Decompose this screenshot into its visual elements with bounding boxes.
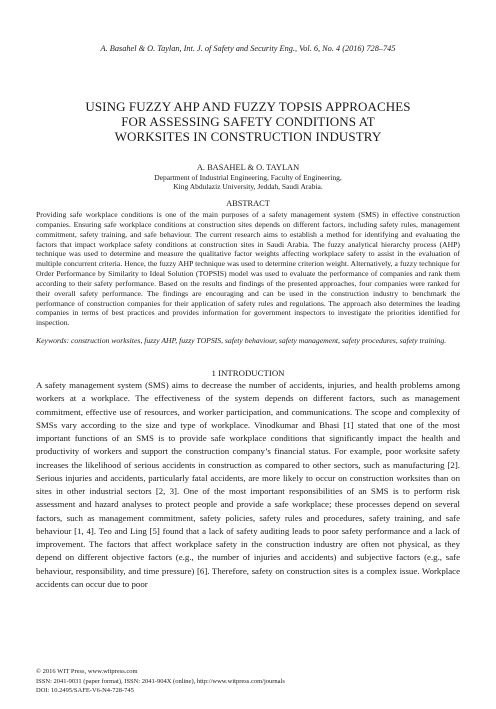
affiliation-line-2: King Abdulaziz University, Jeddah, Saudi Arabia. bbox=[173, 182, 323, 191]
affiliation-line-1: Department of Industrial Engineering, Faculty of Engineering, bbox=[154, 173, 342, 182]
title-line-2: FOR ASSESSING SAFETY CONDITIONS AT bbox=[121, 114, 375, 129]
issn-line: ISSN: 2041-9031 (paper format), ISSN: 2041-904X (online), http://www.witpress.com/journals bbox=[36, 677, 285, 685]
doi-line: DOI: 10.2495/SAFE-V6-N4-728-745 bbox=[36, 687, 134, 695]
copyright-line: © 2016 WIT Press, www.witpress.com bbox=[36, 668, 138, 675]
section-heading-introduction: 1 INTRODUCTION bbox=[211, 368, 285, 378]
title-line-1: USING FUZZY AHP AND FUZZY TOPSIS APPROACHES bbox=[85, 99, 411, 114]
running-header: A. Basahel & O. Taylan, Int. J. of Safety and Security Eng., Vol. 6, No. 4 (2016) 728–745 bbox=[100, 44, 396, 53]
abstract-body: Providing safe workplace conditions is one of the main purposes of a safety management system (SMS) in effective construction companies. Ensuring safe workplace conditions at construction sites depends on different factors, including safety rules, management commitment, safety training, and safe behaviour. The current research aims to establish a method for identifying and evaluating the factors that impact workplace safety conditions at construction sites in Saudi Arabia. The fuzzy analytical hierarchy process (AHP) technique was used to determine and measure the qualitative factor weights affecting workplace safety to assist in the evaluation of multiple concurrent criteria. Hence, the fuzzy AHP technique was used to determine criterion weight. Alternatively, a fuzzy technique for Order Performance by Similarity to Ideal Solution (TOPSIS) model was used to evaluate the performance of companies and rank them according to their safety performance. Based on the results and findings of the presented approaches, four companies were ranked for their overall safety performance. The findings are encouraging and can be used in the construction industry to benchmark the performance of construction companies for their application of safety rules and regulations. The approach also determines the leading companies in terms of best practices and provides information for government inspectors to investigate the priorities identified for inspection. bbox=[36, 210, 460, 328]
paper-title bbox=[40, 99, 456, 144]
author-list: A. BASAHEL & O. TAYLAN bbox=[196, 163, 300, 172]
title-line-3: WORKSITES IN CONSTRUCTION INDUSTRY bbox=[114, 129, 382, 144]
page-footer bbox=[36, 667, 460, 696]
abstract-heading: ABSTRACT bbox=[226, 199, 270, 208]
keywords: Keywords: construction worksites, fuzzy AHP, fuzzy TOPSIS, safety behaviour, safety management, safety procedures, safety training. bbox=[36, 336, 447, 345]
introduction-body: A safety management system (SMS) aims to decrease the number of accidents, injuries, and health problems among workers at a workplace. The effectiveness of the system depends on different factors, such as management commitment, effective use of resources, and worker participation, and communications. The scope and complexity of SMSs vary according to the size and type of workplace. Vinodkumar and Bhasi [1] stated that one of the most important functions of an SMS is to provide safe workplace conditions that significantly impact the health and productivity of workers and support the construction company’s financial status. For example, poor worksite safety increases the likelihood of serious accidents in construction as compared to other sectors, such as manufacturing [2]. Serious injuries and accidents, particularly fatal accidents, are more likely to occur on construction worksites than on sites in other industrial sectors [2, 3]. One of the most important responsibilities of an SMS is to perform risk assessment and hazard analyses to protect people and provide a safe workplace; these processes depend on several factors, such as management commitment, safety policies, safety rules and procedures, safety training, and safe behaviour [1, 4]. Teo and Ling [5] found that a lack of safety auditing leads to poor safety performance and a lack of improvement. The factors that affect workplace safety in the construction industry are often not physical, as they depend on different objective factors (e.g., the number of injuries and accidents) and subjective factors (e.g., safe behaviour, responsibility, and time pressure) [6]. Therefore, safety on construction sites is a complex issue. Workplace accidents can occur due to poor bbox=[36, 380, 460, 589]
